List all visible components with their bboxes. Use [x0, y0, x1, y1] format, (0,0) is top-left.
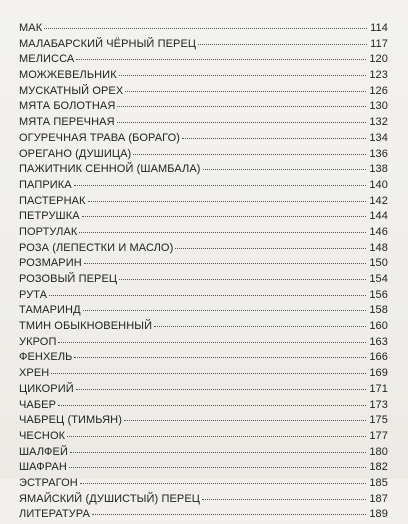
toc-entry-title: ЧАБРЕЦ (ТИМЬЯН): [19, 414, 122, 427]
toc-entry-title: ПАЖИТНИК СЕННОЙ (ШАМБАЛА): [19, 163, 201, 176]
toc-entry-page-number: 180: [369, 445, 388, 458]
toc-entry: [19, 461, 388, 477]
toc-entry: [19, 210, 388, 226]
toc-entry-page-number: 130: [369, 100, 388, 113]
toc-entry: [19, 336, 388, 352]
toc-entry: [19, 351, 388, 367]
toc-dot-leader: [80, 483, 367, 484]
toc-dot-leader: [154, 326, 366, 327]
toc-entry-title: ТМИН ОБЫКНОВЕННЫЙ: [19, 320, 153, 333]
toc-dot-leader: [203, 169, 367, 170]
toc-entry-title: ПАСТЕРНАК: [19, 194, 86, 207]
toc-entry-page-number: 160: [369, 320, 388, 333]
toc-entry-page-number: 182: [369, 461, 388, 474]
toc-entry: [19, 53, 388, 69]
toc-dot-leader: [84, 263, 367, 264]
toc-entry-title: МЯТА БОЛОТНАЯ: [19, 100, 116, 113]
toc-entry-title: ТАМАРИНД: [19, 304, 81, 317]
toc-entry-page-number: 140: [369, 178, 388, 191]
toc-dot-leader: [79, 232, 366, 233]
toc-entry-page-number: 156: [369, 288, 388, 301]
toc-entry-page-number: 123: [369, 69, 388, 82]
toc-entry-page-number: 146: [369, 225, 388, 238]
toc-entry-title: ОРЕГАНО (ДУШИЦА): [19, 147, 132, 160]
toc-entry-page-number: 166: [369, 351, 388, 364]
toc-dot-leader: [83, 310, 367, 311]
toc-entry: [19, 493, 388, 509]
toc-entry-page-number: 163: [369, 335, 388, 348]
toc-dot-leader: [74, 357, 366, 358]
toc-entry: [19, 383, 388, 399]
toc-entry-page-number: 138: [369, 163, 388, 176]
toc-entry: [19, 399, 388, 415]
toc-entry-title: МУСКАТНЫЙ ОРЕХ: [19, 84, 124, 97]
toc-entry-page-number: 132: [369, 116, 388, 129]
toc-entry: [19, 132, 388, 148]
toc-entry: [19, 430, 388, 446]
toc-entry-page-number: 177: [369, 429, 388, 442]
toc-entry-title: ПАПРИКА: [19, 178, 72, 191]
toc-entry-title: МОЖЖЕВЕЛЬНИК: [19, 69, 117, 82]
toc-entry: [19, 69, 388, 85]
toc-entry: [19, 85, 388, 101]
toc-entry-page-number: 175: [369, 414, 388, 427]
toc-dot-leader: [70, 452, 366, 453]
toc-dot-leader: [44, 28, 367, 29]
toc-dot-leader: [58, 342, 366, 343]
toc-entry-title: ШАФРАН: [19, 461, 67, 474]
toc-entry-page-number: 154: [369, 273, 388, 285]
toc-entry-title: РОЗОВЫЙ ПЕРЕЦ: [19, 273, 118, 285]
toc-entry-title: УКРОП: [19, 335, 57, 348]
toc-entry: [19, 289, 388, 305]
toc-entry-title: ПОРТУЛАК: [19, 225, 78, 238]
toc-dot-leader: [49, 295, 366, 296]
toc-entry: [19, 367, 388, 383]
toc-dot-leader: [69, 467, 366, 468]
toc-entry-title: РОЗМАРИН: [19, 257, 82, 270]
toc-entry-page-number: 171: [369, 382, 388, 395]
toc-entry-page-number: 173: [369, 398, 388, 411]
toc-dot-leader: [92, 514, 366, 515]
toc-entry-page-number: 144: [369, 210, 388, 223]
toc-entry: [19, 320, 388, 336]
toc-entry: [19, 100, 388, 116]
toc-entry-page-number: 134: [369, 131, 388, 144]
toc-dot-leader: [202, 499, 366, 500]
toc-entry-page-number: 189: [369, 508, 388, 521]
toc-entry: [19, 242, 388, 258]
toc-entry-page-number: 114: [370, 22, 388, 34]
toc-entry: [19, 38, 388, 54]
toc-entry: [19, 22, 388, 38]
toc-entry: [19, 446, 388, 462]
toc-entry-title: МАК: [19, 22, 43, 34]
toc-entry: [19, 304, 388, 320]
toc-dot-leader: [117, 122, 367, 123]
toc-dot-leader: [133, 154, 366, 155]
toc-entry-title: ФЕНХЕЛЬ: [19, 351, 73, 364]
toc-entry: [19, 148, 388, 164]
table-of-contents: [19, 22, 388, 524]
toc-dot-leader: [88, 201, 367, 202]
toc-entry-title: РОЗА (ЛЕПЕСТКИ И МАСЛО): [19, 241, 174, 254]
toc-entry-title: ЦИКОРИЙ: [19, 382, 74, 395]
toc-entry: [19, 508, 388, 524]
toc-entry-title: МАЛАБАРСКИЙ ЧЁРНЫЙ ПЕРЕЦ: [19, 37, 197, 50]
toc-entry: [19, 414, 388, 430]
toc-dot-leader: [67, 436, 366, 437]
toc-entry-title: МЕЛИССА: [19, 53, 75, 66]
toc-entry-page-number: 136: [369, 147, 388, 160]
toc-dot-leader: [74, 185, 367, 186]
toc-dot-leader: [124, 420, 366, 421]
toc-entry-title: ХРЕН: [19, 367, 50, 380]
toc-entry-title: ЯМАЙСКИЙ (ДУШИСТЫЙ) ПЕРЕЦ: [19, 492, 200, 505]
toc-entry: [19, 163, 388, 179]
toc-entry: [19, 273, 388, 289]
toc-entry: [19, 477, 388, 493]
toc-dot-leader: [125, 91, 366, 92]
toc-entry-title: ЧЕСНОК: [19, 429, 66, 442]
toc-entry-page-number: 158: [369, 304, 388, 317]
toc-entry-title: МЯТА ПЕРЕЧНАЯ: [19, 116, 115, 129]
toc-dot-leader: [182, 138, 366, 139]
toc-entry-page-number: 148: [369, 241, 388, 254]
toc-entry-title: ЛИТЕРАТУРА: [19, 508, 90, 521]
toc-entry-title: РУТА: [19, 288, 48, 301]
toc-dot-leader: [76, 59, 366, 60]
toc-dot-leader: [175, 248, 366, 249]
toc-dot-leader: [76, 389, 367, 390]
toc-entry-title: ЧАБЕР: [19, 398, 57, 411]
toc-entry-page-number: 150: [369, 257, 388, 270]
toc-entry-page-number: 185: [369, 476, 388, 489]
toc-entry: [19, 226, 388, 242]
toc-entry: [19, 179, 388, 195]
toc-dot-leader: [119, 75, 367, 76]
toc-entry: [19, 195, 388, 211]
toc-entry-title: ШАЛФЕЙ: [19, 445, 68, 458]
toc-entry-page-number: 117: [370, 37, 388, 50]
toc-entry-page-number: 187: [369, 492, 388, 505]
toc-entry-title: ЭСТРАГОН: [19, 476, 78, 489]
toc-entry-title: ПЕТРУШКА: [19, 210, 80, 223]
toc-entry: [19, 116, 388, 132]
toc-dot-leader: [51, 373, 366, 374]
toc-dot-leader: [117, 106, 366, 107]
toc-dot-leader: [198, 44, 367, 45]
toc-entry-page-number: 142: [369, 194, 388, 207]
toc-dot-leader: [82, 216, 367, 217]
toc-entry-title: ОГУРЕЧНАЯ ТРАВА (БОРАГО): [19, 131, 181, 144]
toc-entry-page-number: 169: [369, 367, 388, 380]
toc-entry-page-number: 120: [369, 53, 388, 66]
toc-dot-leader: [58, 405, 366, 406]
toc-entry: [19, 257, 388, 273]
toc-entry-page-number: 126: [369, 84, 388, 97]
toc-dot-leader: [119, 279, 366, 280]
